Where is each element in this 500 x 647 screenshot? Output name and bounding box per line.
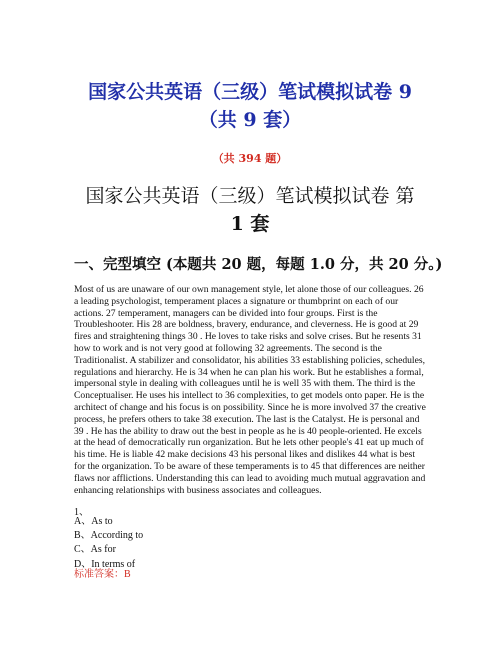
- set-title: [72, 182, 428, 238]
- cloze-passage: [74, 284, 428, 496]
- set-title-line2: 1 套: [230, 213, 270, 235]
- option-list: [74, 515, 143, 572]
- exam-title-line2: （共 9 套）: [198, 109, 302, 131]
- passage-text: Most of us are unaware of our own management style, let alone those of our colleagues. 26 a leading psychologist, temperament places a signature or thumbprint on each of our actions. 27 temperament, managers can be divided into four groups. First is the Troubleshooter. His 28 are boldness, bravery, endurance, and cleverness. He is good at 29 fires and straightening things 30 . He loves to take risks and solve crises. But he resents 31 how to work and is not very good at following 32 agreements. The second is the Traditionalist. A stabilizer and consolidator, his abilities 33 establishing policies, schedules, regulations and hierarchy. He is 34 when he can plan his work. But he establishes a formal, impersonal style in dealing with colleagues until he is well 35 with them. The third is the Conceptualiser. He uses his intellect to 36 complexities, to get models onto paper. He is the architect of change and his focus is on possibility. Since he is more involved 37 the creative process, he prefers others to take 38 execution. The last is the Catalyst. He is personal and 39 . He has the ability to draw out the best in people as he is 40 people-oriented. He excels at the head of democratically run organization. But he lets other people's 41 eat up much of his time. He is liable 42 make decisions 43 his personal likes and dislikes 44 what is best for the organization. To be aware of these temperaments is to 45 that differences are neither flaws nor afflictions. Understanding this can lead to avoiding much mutual aggravation and enhancing relationships with business associates and colleagues.: [74, 284, 426, 496]
- option-a: A、As to: [74, 516, 113, 527]
- section-heading: 一、完型填空 (本题共 20 题，每题 1.0 分，共 20 分。): [74, 256, 443, 273]
- option-c: C、As for: [74, 544, 116, 556]
- option-d: D、In terms of: [74, 558, 136, 570]
- option-b: B、According to: [74, 530, 144, 542]
- set-title-line1: 国家公共英语（三级）笔试模拟试卷 第: [85, 185, 415, 207]
- exam-title-line1: 国家公共英语（三级）笔试模拟试卷 9: [88, 81, 412, 103]
- standard-answer: 标准答案：B: [74, 569, 131, 580]
- question-number: 1、: [74, 507, 89, 518]
- question-count: （共 394 题）: [212, 152, 288, 165]
- exam-title: [60, 78, 440, 134]
